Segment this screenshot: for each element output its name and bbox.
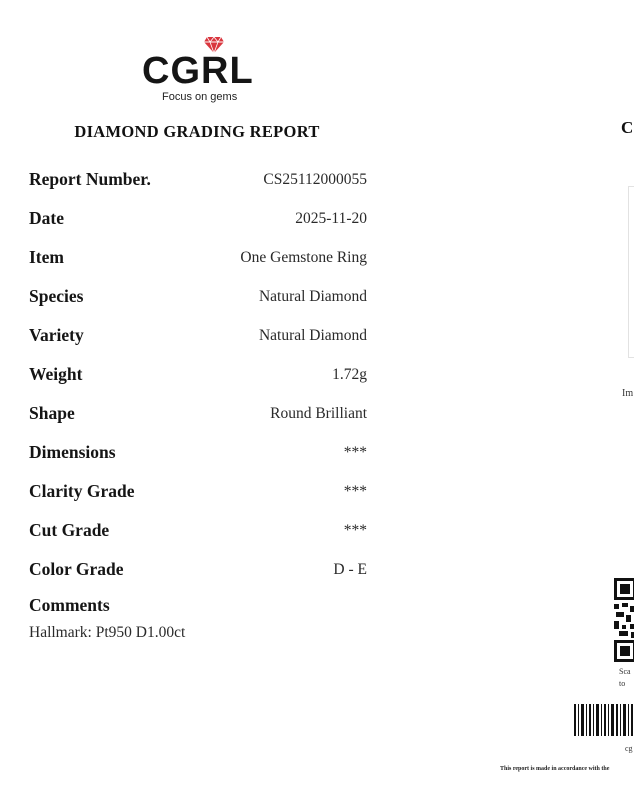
- field-item: [29, 238, 367, 277]
- comments-label: Comments: [29, 595, 110, 615]
- field-label: Weight: [29, 364, 83, 384]
- field-value: ***: [343, 521, 367, 539]
- image-caption-fragment: Im: [622, 388, 634, 399]
- field-dimensions: [29, 433, 367, 472]
- field-value: One Gemstone Ring: [240, 248, 367, 266]
- barcode-caption: cg: [625, 744, 633, 753]
- barcode-icon: [574, 704, 634, 736]
- field-label: Variety: [29, 325, 84, 345]
- field-value: ***: [343, 443, 367, 461]
- qr-caption-line: to: [619, 679, 626, 688]
- field-value: Round Brilliant: [270, 404, 367, 422]
- field-value: 2025-11-20: [295, 209, 367, 227]
- field-value: 1.72g: [332, 365, 367, 383]
- field-species: [29, 277, 367, 316]
- field-label: Cut Grade: [29, 520, 110, 540]
- disclaimer-text: This report is made in accordance with the: [500, 766, 610, 772]
- brand-tagline: Focus on gems: [162, 91, 238, 103]
- field-value: Natural Diamond: [258, 326, 367, 344]
- field-date: [29, 199, 367, 238]
- comments-text: Hallmark: Pt950 D1.00ct: [29, 624, 186, 641]
- field-cut-grade: [29, 511, 367, 550]
- field-label: Item: [29, 247, 64, 267]
- right-title-fragment: C: [621, 118, 634, 137]
- field-label: Clarity Grade: [29, 481, 135, 501]
- qr-caption: [619, 666, 631, 690]
- cgrl-logo: [140, 36, 256, 106]
- gem-photo-frame: [628, 186, 634, 358]
- field-weight: [29, 355, 367, 394]
- report-title: DIAMOND GRADING REPORT: [74, 122, 320, 141]
- field-label: Species: [29, 286, 84, 306]
- field-label: Dimensions: [29, 442, 116, 462]
- qr-caption-line: Sca: [619, 667, 631, 676]
- field-label: Shape: [29, 403, 75, 423]
- field-variety: [29, 316, 367, 355]
- field-clarity-grade: [29, 472, 367, 511]
- field-value: ***: [343, 482, 367, 500]
- field-label: Report Number.: [29, 169, 151, 189]
- field-label: Date: [29, 208, 64, 228]
- field-value: Natural Diamond: [258, 287, 367, 305]
- field-value: CS25112000055: [263, 170, 367, 188]
- field-value: D - E: [333, 560, 367, 578]
- qr-code-icon: [614, 578, 634, 662]
- field-label: Color Grade: [29, 559, 124, 579]
- field-shape: [29, 394, 367, 433]
- field-report-number: [29, 160, 367, 199]
- brand-name: CGRL: [142, 50, 254, 92]
- field-color-grade: [29, 550, 367, 589]
- report-fields: [29, 160, 367, 589]
